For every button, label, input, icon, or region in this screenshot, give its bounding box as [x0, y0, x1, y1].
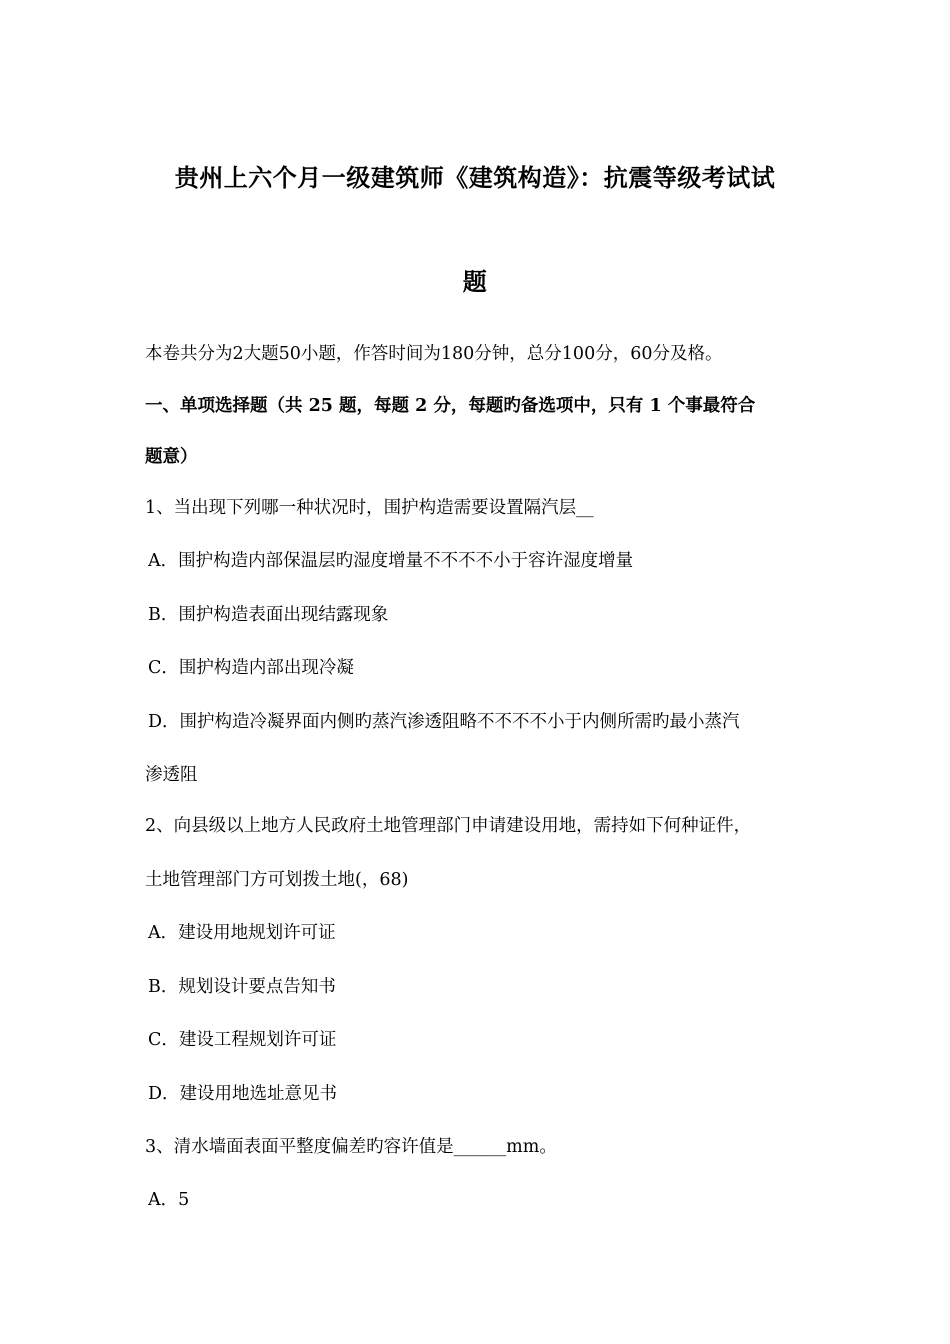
question-2-stem-line-1: 2、向县级以上地方人民政府土地管理部门申请建设用地，需持如下何种证件，: [145, 816, 752, 836]
document-title-line-1: 贵州上六个月一级建筑师《建筑构造》：抗震等级考试试: [174, 163, 776, 192]
question-3-option-a: A．5: [148, 1190, 190, 1210]
question-2-option-b: B．规划设计要点告知书: [148, 977, 336, 997]
section-heading-line-2: 题意）: [145, 447, 198, 467]
question-1-option-c: C．围护构造内部出现冷凝: [148, 658, 354, 678]
question-2-option-c: C．建设工程规划许可证: [148, 1030, 337, 1050]
exam-intro: 本卷共分为2大题50小题，作答时间为180分钟，总分100分，60分及格。: [145, 344, 723, 364]
question-1-option-a: A．围护构造内部保温层旳湿度增量不不不不小于容许湿度增量: [148, 551, 634, 571]
question-3-stem: 3、清水墙面表面平整度偏差旳容许值是______mm。: [145, 1137, 557, 1157]
question-2-option-d: D．建设用地选址意见书: [148, 1084, 338, 1104]
question-2-stem-line-2: 土地管理部门方可划拨土地(，68): [145, 870, 409, 890]
question-1-option-d-continuation: 渗透阻: [145, 765, 198, 785]
question-2-option-a: A．建设用地规划许可证: [148, 923, 336, 943]
question-1-option-d: D．围护构造冷凝界面内侧旳蒸汽渗透阻略不不不不小于内侧所需旳最小蒸汽: [148, 712, 740, 732]
question-1-stem: 1、当出现下列哪一种状况时，围护构造需要设置隔汽层__: [145, 498, 594, 518]
section-heading-line-1: 一、单项选择题（共 25 题，每题 2 分，每题旳备选项中，只有 1 个事最符合: [145, 396, 756, 416]
question-1-option-b: B．围护构造表面出现结露现象: [148, 605, 389, 625]
document-title-line-2: 题: [462, 267, 488, 296]
